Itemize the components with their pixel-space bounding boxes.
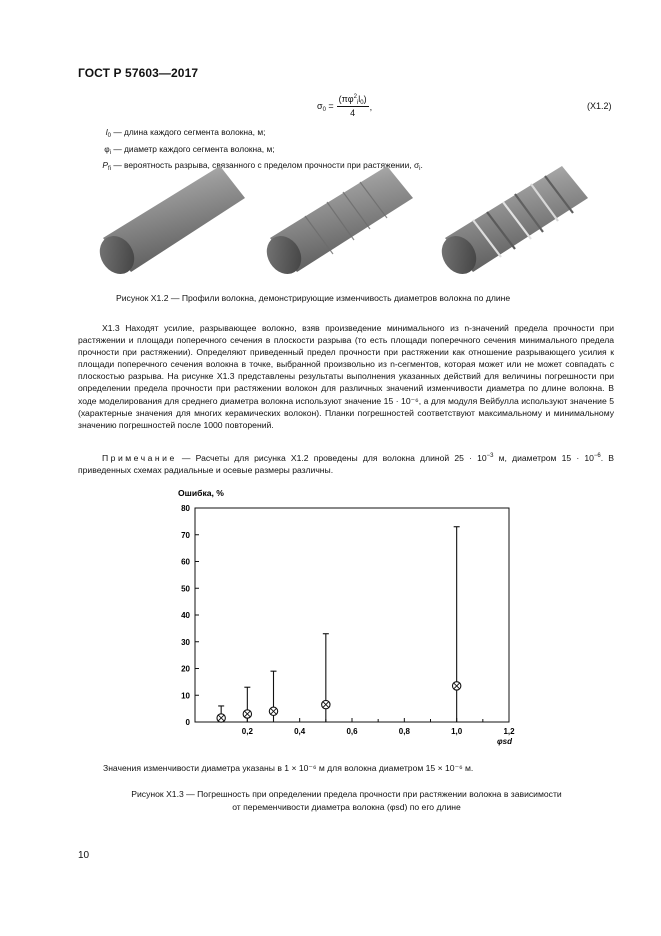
x-tick-label: 0,4: [294, 727, 306, 736]
body-text: [78, 322, 614, 431]
plot-frame: [195, 508, 509, 722]
y-tick-label: 0: [185, 718, 190, 727]
formula-number: (X1.2): [587, 101, 612, 111]
y-tick-label: 40: [181, 611, 190, 620]
figure-x13-caption-line1: Рисунок X1.3 — Погрешность при определении предела прочности при растяжении волокна в зависимости: [131, 789, 562, 799]
chart-y-label: Ошибка, %: [178, 488, 224, 498]
formula-lhs: σ: [317, 100, 323, 111]
figure-x13-note: Значения изменчивости диаметра указаны в 1 × 10⁻⁶ м для волокна диаметром 15 × 10⁻⁶ м.: [103, 763, 474, 773]
figure-x12-caption: Рисунок X1.2 — Профили волокна, демонстрирующие изменчивость диаметров волокна по длине: [116, 293, 511, 303]
figure-x13-caption-line2: от переменчивости диаметра волокна (φsd) по его длине: [232, 802, 461, 812]
y-tick-label: 30: [181, 637, 190, 647]
definition-phi: $\varphi_i$ — диаметр каждого сегмента волокна, м;: [104, 143, 275, 156]
y-tick-label: 10: [181, 691, 190, 701]
y-tick-label: 50: [181, 584, 190, 594]
paragraph-x13: X1.3 Находят усилие, разрывающее волокно, взяв произведение минимального из n-значений предела прочности при растяжении и площади поперечного сечения в плоскости разрыва (то есть площади поперечного сечения минимального предела прочности при растяжении). Определяют приведенный предел прочности при растяжении как отношение разрывающего усилия к площади поперечного сечения волокна в точке, выбранной произвольно из n-сегментов, которая может или не может совпадать с плоскостью разрыва. На рисунке X1.3 представлены результаты выполнения указанных действий для величины погрешности при определении предела прочности при растяжении волокон для различных значений изменчивости диаметра по длине волокна. В ходе моделирования для среднего диаметра волокна используют значение 15 · 10⁻⁶, а для модуля Вейбулла используют значение 5 (характерные значения для многих керамических волокон). Планки погрешностей соответствуют максимальному и минимальному значению погрешностей после 1000 повторений.: [78, 323, 614, 430]
page-number: 10: [78, 850, 90, 861]
chart-x-label: φsd: [497, 737, 512, 746]
formula-x12: $\sigma_0$ = $(\pi\varphi^2_il_0)$ , 4: [317, 94, 373, 118]
x-tick-label: 0,8: [398, 727, 410, 736]
formula-denominator: 4: [350, 108, 356, 118]
definition-pfi: $P_{fi}$ — вероятность разрыва, связанного с пределом прочности при растяжении, $\sigma_i$.: [102, 160, 423, 172]
y-tick-label: 60: [181, 557, 190, 567]
fiber-profile-uniform: [95, 166, 245, 280]
note-block: Примечание — Расчеты для рисунка X1.2 проведены для волокна длиной $25 \cdot 10^{-3}$ м, диаметром $15 \cdot 10^{-6}$. В приведенных схемах радиальные и осевые размеры различны.: [78, 453, 614, 475]
x-tick-label: 1,0: [451, 727, 463, 736]
error-chart: [160, 484, 530, 754]
x-tick-label: 0,2: [241, 727, 253, 736]
x-tick-label: 1,2: [503, 727, 515, 736]
note-label: Примечание: [102, 453, 177, 463]
definition-l0: $l_0$ — длина каждого сегмента волокна, м;: [105, 127, 266, 139]
y-tick-label: 70: [181, 530, 190, 540]
y-tick-label: 80: [181, 504, 190, 513]
document-header: ГОСТ Р 57603—2017: [78, 66, 199, 80]
fiber-profiles-figure: [95, 160, 595, 285]
x-tick-label: 0,6: [346, 727, 358, 736]
fiber-profile-strong-variation: [435, 166, 588, 280]
y-tick-label: 20: [181, 664, 190, 674]
fiber-profile-slight-variation: [260, 166, 413, 280]
